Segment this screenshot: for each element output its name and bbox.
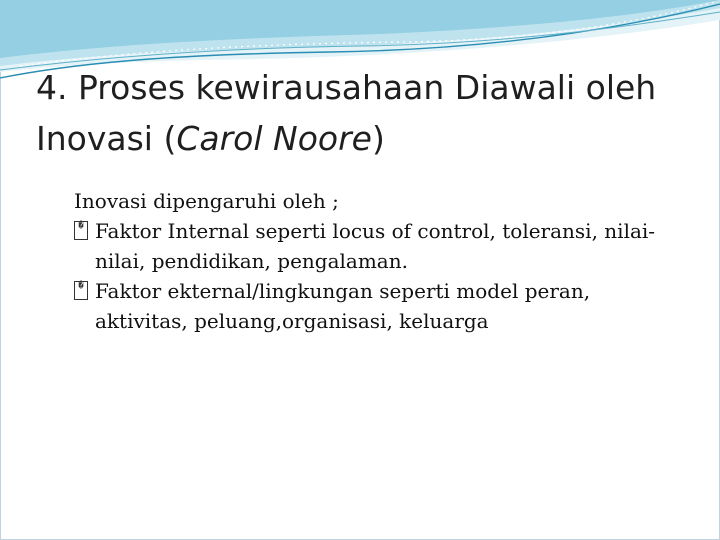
slide-body — [74, 186, 684, 336]
bullet-marker-icon: � — [74, 281, 88, 300]
bullet-item — [74, 276, 684, 336]
bullet-marker-icon: � — [74, 221, 88, 240]
slide-title — [36, 62, 696, 164]
intro-text: Inovasi dipengaruhi oleh ; — [74, 189, 339, 213]
bullet-item — [74, 216, 684, 276]
title-main-text: 4. Proses kewirausahaan Diawali oleh Inovasi ( — [36, 68, 657, 158]
bullet-text: Faktor ekternal/lingkungan seperti model peran, aktivitas, peluang,organisasi, keluarga — [95, 279, 591, 333]
title-author: Carol Noore — [176, 119, 372, 158]
bullet-text: Faktor Internal seperti locus of control, toleransi, nilai-nilai, pendidikan, pengalaman. — [95, 219, 656, 273]
title-close-paren: ) — [371, 119, 385, 158]
